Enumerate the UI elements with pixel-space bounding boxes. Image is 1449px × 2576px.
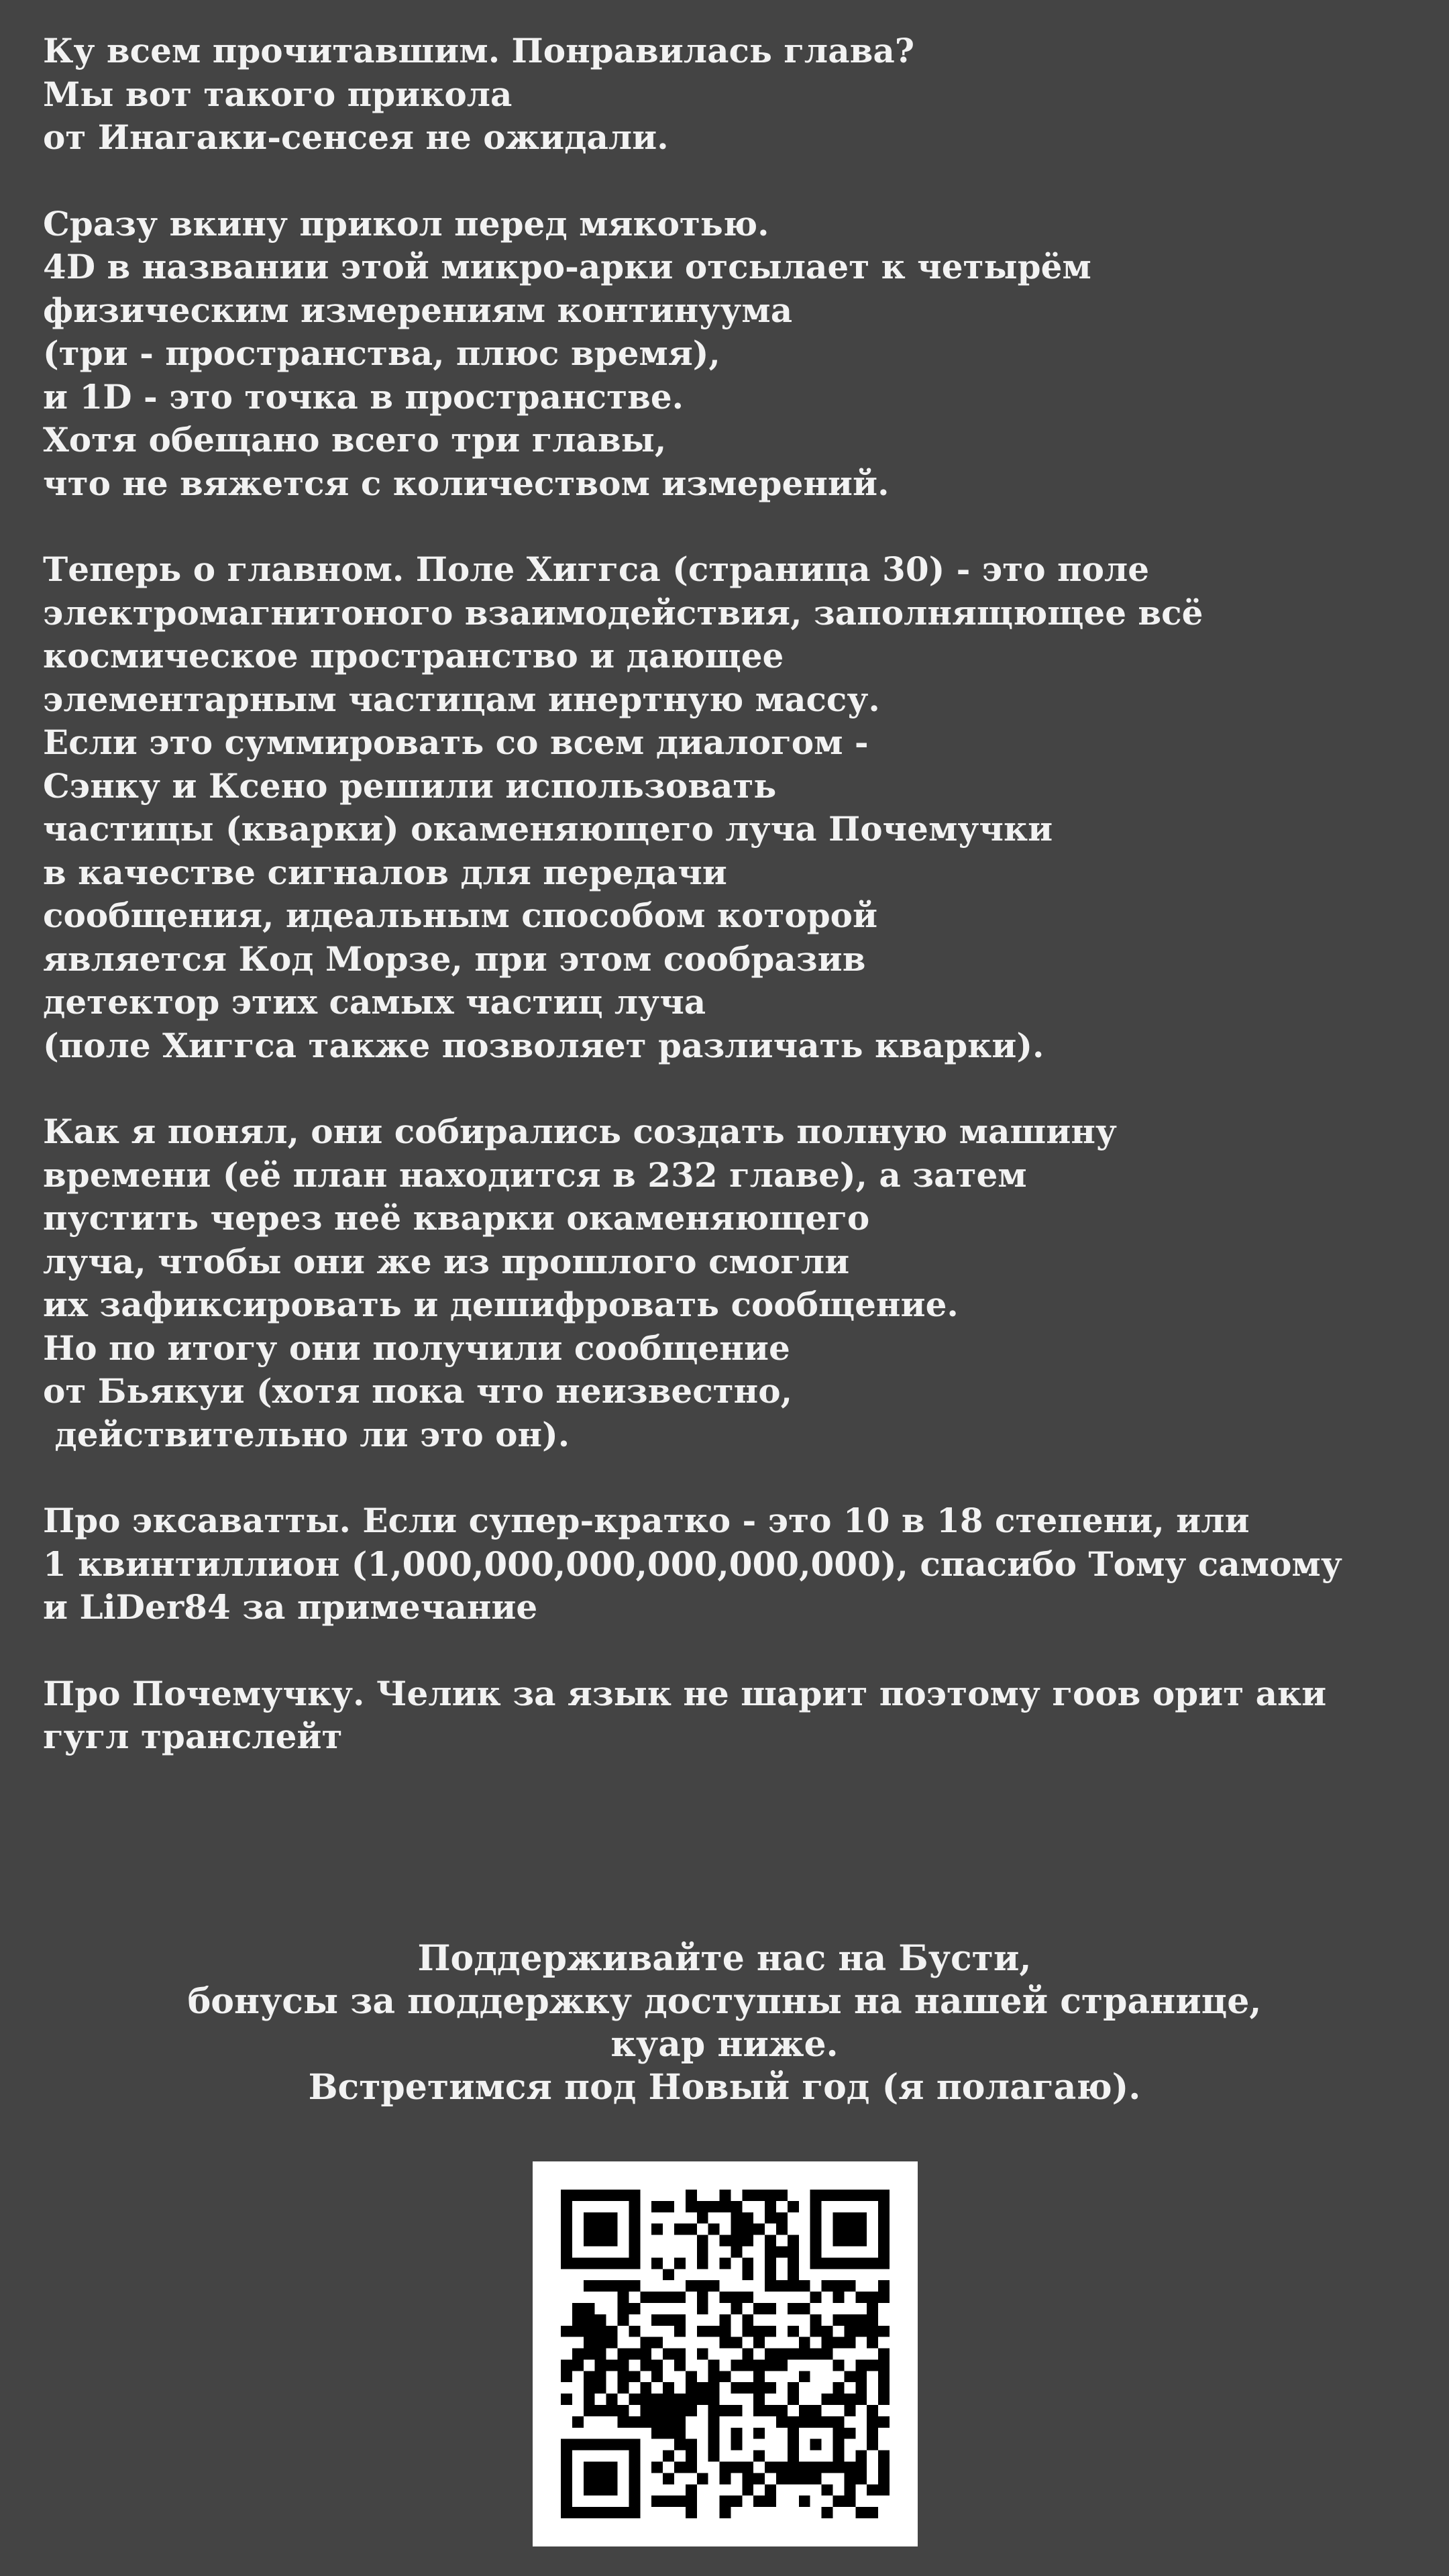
notes-paragraph <box>43 30 1411 160</box>
note-line: элементарным частицам инертную массу. <box>43 679 880 719</box>
note-line: Но по итогу они получили сообщение <box>43 1328 790 1368</box>
notes-paragraph <box>43 1499 1411 1629</box>
note-line: Сразу вкину прикол перед мякотью. <box>43 203 769 244</box>
note-line: Если это суммировать со всем диалогом - <box>43 722 869 762</box>
note-line: от Инагаки-сенсея не ожидали. <box>43 117 669 157</box>
note-line: Сэнку и Ксено решили использовать <box>43 765 777 806</box>
note-line: Про Почемучку. Челик за язык не шарит поэтому гоов орит аки <box>43 1673 1327 1713</box>
qr-code[interactable] <box>533 2161 918 2546</box>
notes-paragraph <box>43 203 1411 506</box>
support-line: куар ниже. <box>610 2024 839 2065</box>
note-line: действительно ли это он). <box>43 1414 570 1454</box>
note-line: Теперь о главном. Поле Хиггса (страница 30) - это поле <box>43 549 1150 589</box>
note-line: гугл транслейт <box>43 1717 343 1756</box>
note-line: и LiDer84 за примечание <box>43 1587 538 1627</box>
note-line: их зафиксировать и дешифровать сообщение. <box>43 1285 959 1324</box>
note-line: Мы вот такого прикола <box>43 74 513 114</box>
note-line: 4D в названии этой микро-арки отсылает к четырём <box>43 247 1091 286</box>
support-line: Встретимся под Новый год (я полагаю). <box>308 2067 1141 2108</box>
notes-paragraph <box>43 1672 1411 1759</box>
note-line: физическим измерениям континуума <box>43 290 793 330</box>
note-line: Про эксаватты. Если супер-кратко - это 10 в 18 степени, или <box>43 1501 1250 1540</box>
support-line: Поддерживайте нас на Бусти, <box>417 1938 1032 1979</box>
translator-notes <box>43 30 1411 1802</box>
note-line: космическое пространство и дающее <box>43 636 784 676</box>
note-line: электромагнитоного взаимодействия, заполнящющее всё <box>43 592 1203 633</box>
note-line: частицы (кварки) окаменяющего луча Почемучки <box>43 809 1053 849</box>
note-line: Как я понял, они собирались создать полную машину <box>43 1112 1117 1151</box>
notes-paragraph <box>43 548 1411 1067</box>
note-line: времени (её план находится в 232 главе), а затем <box>43 1155 1027 1195</box>
note-line: от Бьякуи (хотя пока что неизвестно, <box>43 1371 793 1411</box>
note-line: что не вяжется с количеством измерений. <box>43 463 890 503</box>
note-line: пустить через неё кварки окаменяющего <box>43 1198 870 1238</box>
note-line: сообщения, идеальным способом которой <box>43 896 878 935</box>
note-line: (поле Хиггса также позволяет различать кварки). <box>43 1025 1044 1065</box>
note-line: является Код Морзе, при этом сообразив <box>43 938 866 979</box>
notes-paragraph <box>43 1110 1411 1456</box>
support-message <box>0 1937 1449 2109</box>
qr-code-icon <box>561 2190 890 2518</box>
note-line: детектор этих самых частиц луча <box>43 982 706 1022</box>
note-line: Хотя обещано всего три главы, <box>43 420 667 460</box>
note-line: 1 квинтиллион (1,000,000,000,000,000,000), спасибо Тому самому <box>43 1544 1342 1584</box>
support-line: бонусы за поддержку доступны на нашей странице, <box>187 1981 1262 2022</box>
note-line: и 1D - это точка в пространстве. <box>43 376 684 417</box>
note-line: луча, чтобы они же из прошлого смогли <box>43 1241 850 1281</box>
note-line: в качестве сигналов для передачи <box>43 852 727 892</box>
note-line: (три - пространства, плюс время), <box>43 333 720 373</box>
note-line: Ку всем прочитавшим. Понравилась глава? <box>43 31 915 70</box>
